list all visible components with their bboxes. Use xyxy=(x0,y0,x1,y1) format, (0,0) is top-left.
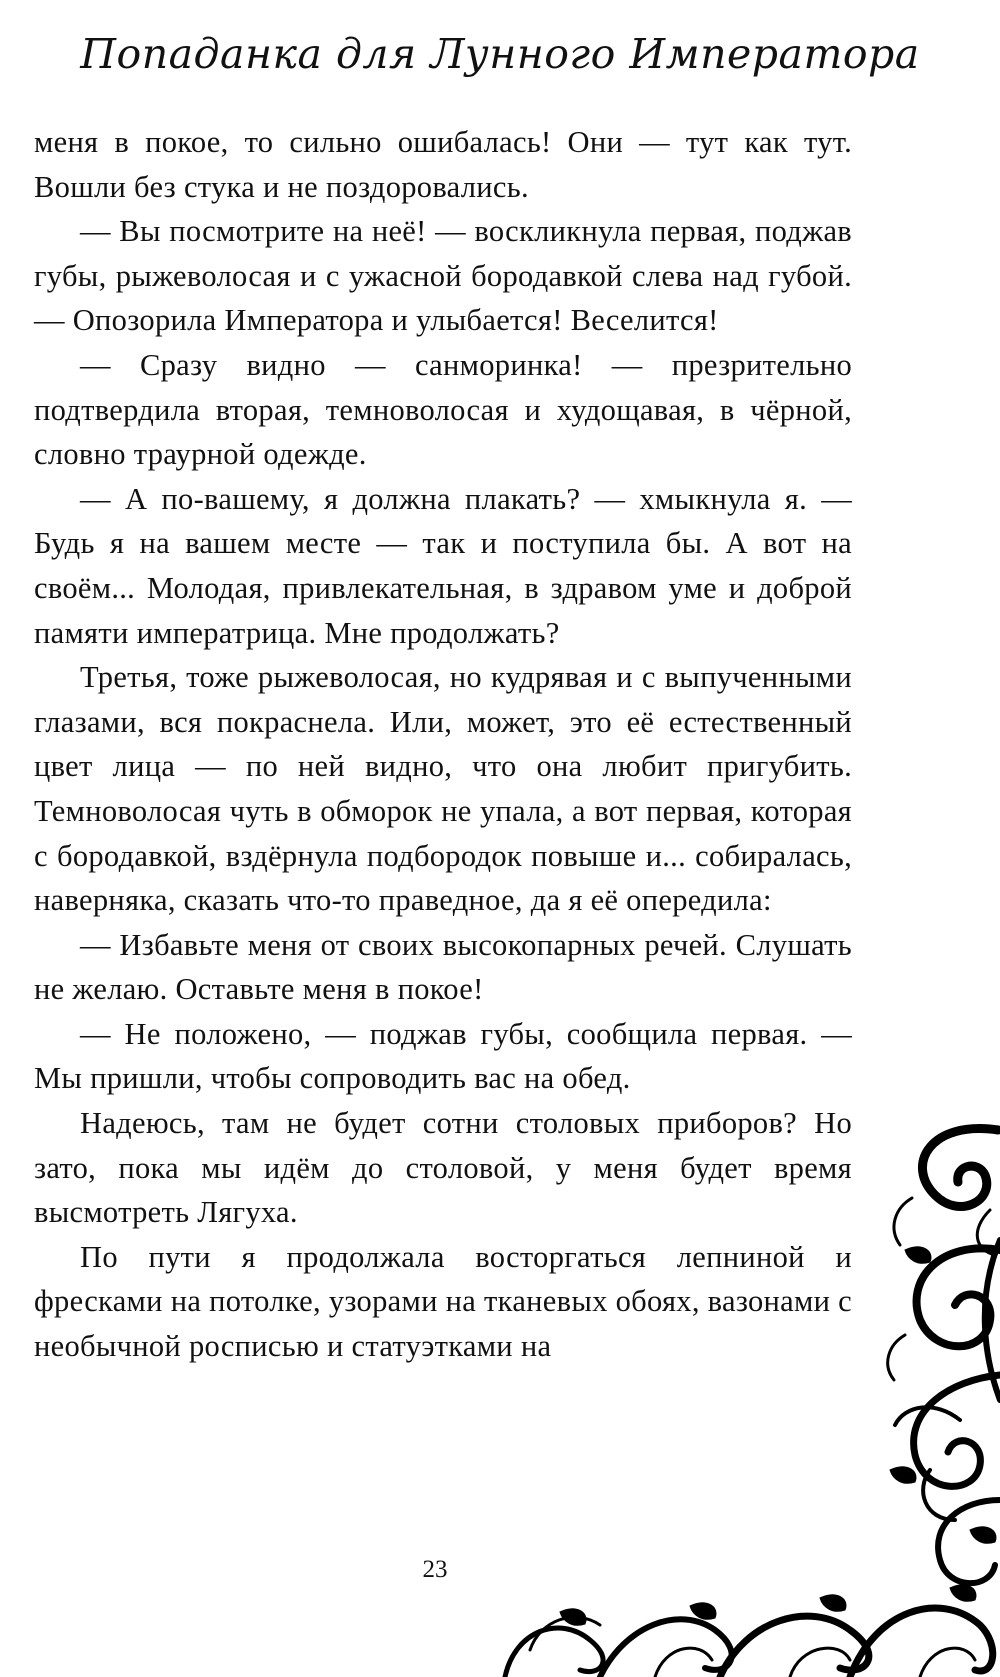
paragraph: — Сразу видно — санморинка! — презрительно подтвердила вторая, темноволосая и худощавая, в чёрной, словно траурной одежде. xyxy=(34,347,852,472)
paragraph: — А по-вашему, я должна плакать? — хмыкнула я. — Будь я на вашем месте — так и поступила бы. А вот на своём... Молодая, привлекательная, в здравом уме и доброй памяти императрица. Мне продолжать? xyxy=(34,481,852,650)
paragraph: — Не положено, — поджав губы, сообщила первая. — Мы пришли, чтобы сопроводить вас на обед. xyxy=(34,1016,852,1096)
paragraph: — Вы посмотрите на неё! — воскликнула первая, поджав губы, рыжеволосая и с ужасной бородавкой слева над губой. — Опозорила Императора и улыбается! Веселится! xyxy=(34,214,852,338)
running-title: Попаданка для Лунного Императора xyxy=(80,30,920,78)
paragraph: Третья, тоже рыжеволосая, но кудрявая и с выпученными глазами, вся покраснела. Или, может, это её естественный цвет лица — по ней видно, что она любит пригубить. Темноволосая чуть в обморок не упала, а вот первая, которая с бородавкой, вздёрнула подбородок повыше и... собиралась, наверняка, сказать что-то праведное, да я её опередила: xyxy=(34,660,852,918)
paragraph: По пути я продолжала восторгаться лепниной и фресками на потолке, узорами на тканевых обоях, вазонами с необычной росписью и статуэтками на xyxy=(34,1239,852,1364)
paragraph: — Избавьте меня от своих высокопарных речей. Слушать не желаю. Оставьте меня в покое! xyxy=(34,927,852,1007)
page-number: 23 xyxy=(422,1556,448,1583)
paragraph: Надеюсь, там не будет сотни столовых приборов? Но зато, пока мы идём до столовой, у меня будет время высмотреть Лягуха. xyxy=(34,1106,852,1230)
paragraph: меня в покое, то сильно ошибалась! Они — тут как тут. Вошли без стука и не поздоровались. xyxy=(34,125,852,204)
body-text xyxy=(34,120,852,1369)
